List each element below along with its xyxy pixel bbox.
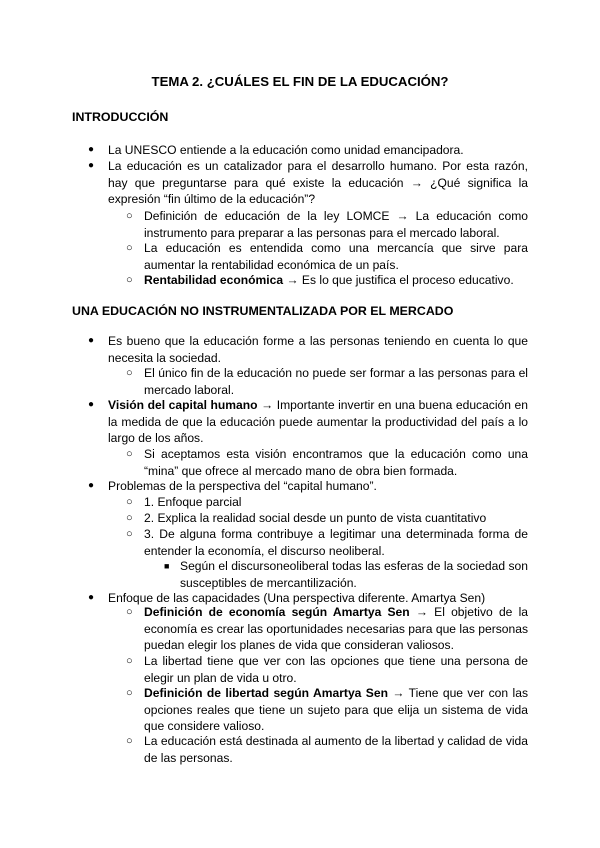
list-item-text: El único fin de la educación no puede ser formar a las personas para el mercado laboral. [144, 366, 528, 397]
list-item-text: La libertad tiene que ver con las opciones que tiene una persona de elegir un plan de vida u otro. [144, 654, 528, 685]
list-item-text: → El objetivo de la economía es crear las oportunidades necesarias para que las personas puedan elegir los planes de vida que consideran valiosos. [144, 605, 528, 653]
square-bullet-icon: ■ [164, 561, 170, 571]
list-item [126, 494, 528, 511]
list-item-text: → Importante invertir en una buena educación en la medida de que la educación puede aumentar la productividad del país a lo largo de los años. [108, 398, 529, 446]
bold-term: Definición de libertad según Amartya Sen [144, 686, 388, 700]
list-item-text: → Tiene que ver con las opciones reales que tiene un sujeto para que elija un sistema de vida que considere valioso. [144, 686, 528, 734]
circle-bullet-icon: ○ [126, 512, 133, 524]
list-item-text: La educación es entendida como una mercancía que sirve para aumentar la rentabilidad económica de un país. [144, 241, 528, 272]
list-item-text: 2. Explica la realidad social desde un punto de vista cuantitativo [144, 511, 487, 525]
disc-bullet-icon: ● [88, 160, 95, 171]
list-item [88, 142, 528, 159]
disc-bullet-icon: ● [88, 144, 95, 155]
bold-term: Visión del capital humano [108, 398, 258, 412]
disc-bullet-icon: ● [88, 399, 95, 410]
list-item [88, 478, 528, 495]
list-item-text: Según el discursoneoliberal todas las esferas de la sociedad son susceptibles de mercantilización. [180, 559, 528, 590]
list-item-text: Si aceptamos esta visión encontramos que la educación como una “mina” que ofrece al mercado mano de obra bien formada. [144, 447, 528, 478]
bold-term: Definición de economía según Amartya Sen [144, 605, 410, 619]
list-item-text: Definición de educación de la ley LOMCE → La educación como instrumento para preparar a las personas para el mercado laboral. [144, 209, 528, 240]
circle-bullet-icon: ○ [126, 274, 133, 286]
list-item [126, 240, 528, 273]
list-item [126, 208, 528, 241]
circle-bullet-icon: ○ [126, 367, 133, 379]
list-item [164, 558, 528, 591]
circle-bullet-icon: ○ [126, 735, 133, 747]
list-item-text: 1. Enfoque parcial [144, 495, 242, 509]
disc-bullet-icon: ● [88, 592, 95, 603]
list-item-text: Enfoque de las capacidades (Una perspectiva diferente. Amartya Sen) [108, 591, 486, 605]
list-item [126, 604, 528, 654]
list-item [126, 733, 528, 766]
list-item [126, 272, 528, 289]
list-item [126, 510, 528, 527]
list-item [126, 653, 528, 686]
list-item-text: La UNESCO entiende a la educación como unidad emancipadora. [108, 143, 464, 157]
section-heading-introduccion: INTRODUCCIÓN [72, 110, 169, 124]
list-item-text: Es bueno que la educación forme a las personas teniendo en cuenta lo que necesita la sociedad. [108, 334, 528, 365]
circle-bullet-icon: ○ [126, 528, 133, 540]
circle-bullet-icon: ○ [126, 242, 133, 254]
list-item-text: 3. De alguna forma contribuye a legitimar una determinada forma de entender la economía, el discurso neoliberal. [144, 527, 528, 558]
list-item [88, 397, 529, 447]
circle-bullet-icon: ○ [126, 496, 133, 508]
circle-bullet-icon: ○ [126, 655, 133, 667]
list-item [126, 365, 528, 398]
circle-bullet-icon: ○ [126, 210, 133, 222]
list-item-text: La educación es un catalizador para el desarrollo humano. Por esta razón, hay que preguntarse para qué existe la educación → ¿Qué significa la expresión “fin último de la educación”? [108, 159, 528, 207]
circle-bullet-icon: ○ [126, 606, 133, 618]
list-item-text: Problemas de la perspectiva del “capital humano”. [108, 479, 377, 493]
list-item [126, 446, 528, 479]
disc-bullet-icon: ● [88, 480, 95, 491]
list-item [88, 158, 528, 208]
bold-term: Rentabilidad económica [144, 273, 284, 287]
list-item-text: → Es lo que justifica el proceso educativo. [283, 273, 514, 287]
list-item-text: La educación está destinada al aumento de la libertad y calidad de vida de las personas. [144, 734, 528, 765]
list-item [88, 333, 528, 366]
section-heading-mercado: UNA EDUCACIÓN NO INSTRUMENTALIZADA POR EL MERCADO [72, 304, 454, 318]
disc-bullet-icon: ● [88, 335, 95, 346]
list-item [126, 685, 528, 735]
circle-bullet-icon: ○ [126, 448, 133, 460]
circle-bullet-icon: ○ [126, 687, 133, 699]
page-title: TEMA 2. ¿CUÁLES EL FIN DE LA EDUCACIÓN? [151, 74, 449, 89]
list-item [126, 526, 528, 559]
